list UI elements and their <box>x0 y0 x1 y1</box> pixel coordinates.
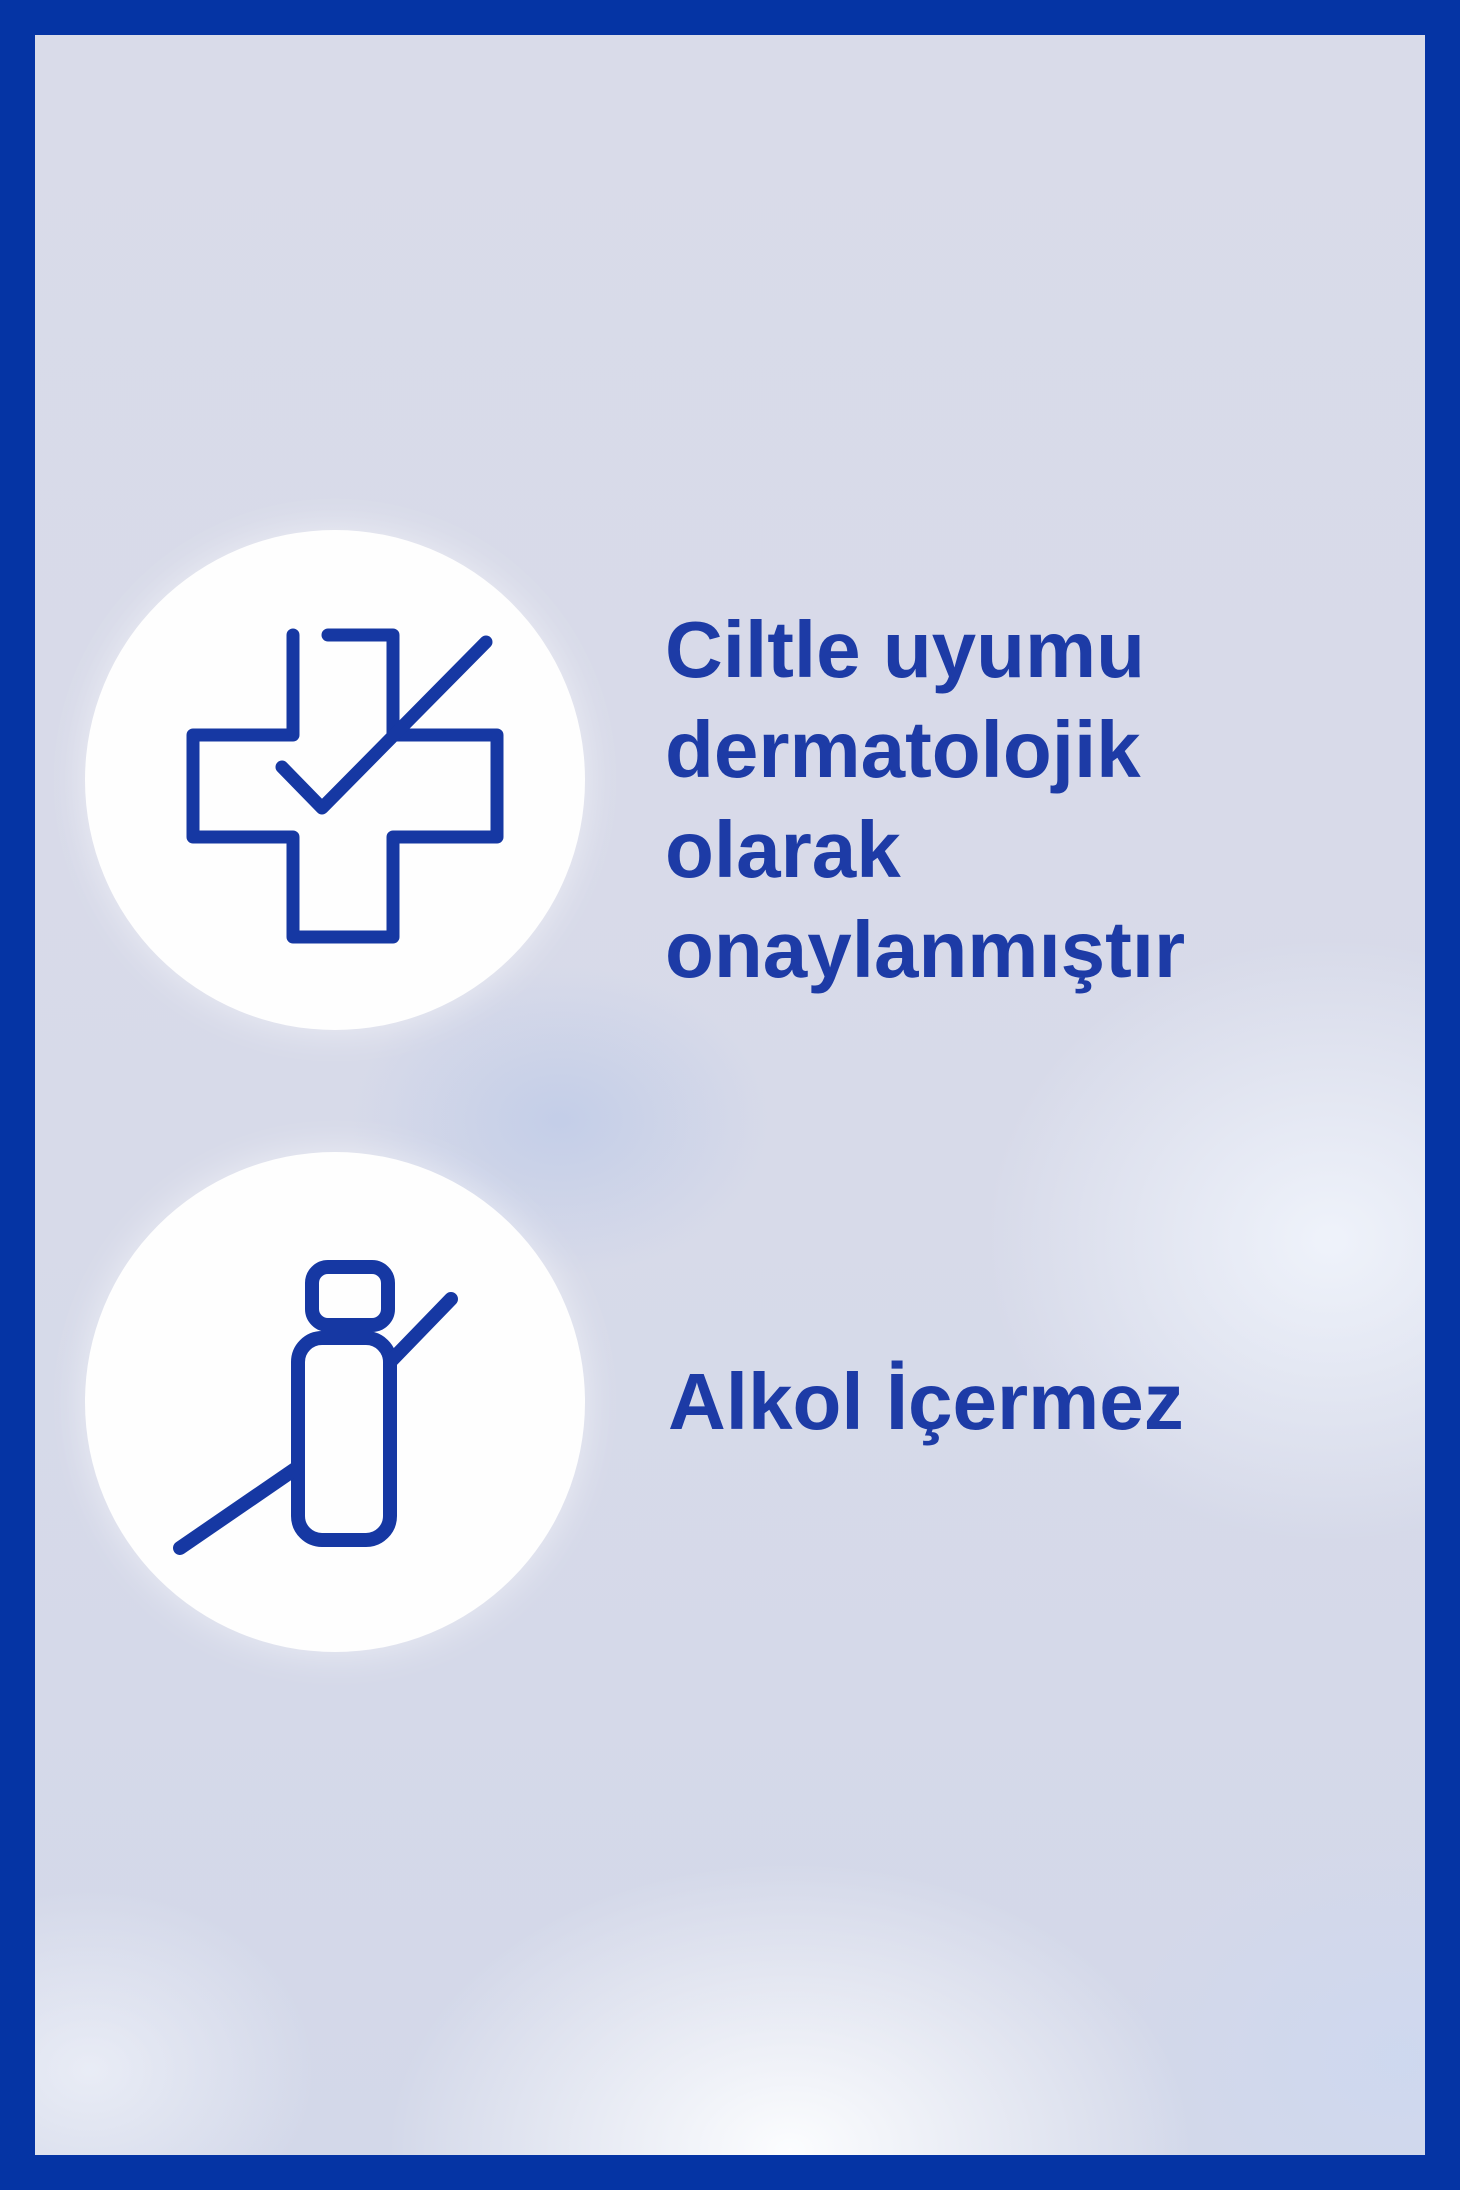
caption-line: olarak <box>665 805 901 894</box>
caption-line: Ciltle uyumu <box>665 605 1146 694</box>
caption-line: onaylanmıştır <box>665 905 1186 994</box>
alcohol-free-caption <box>668 1352 1184 1452</box>
caption-line: Alkol İçermez <box>668 1357 1184 1446</box>
dermatologically-approved-badge <box>85 530 585 1030</box>
dermatologically-approved-caption <box>665 600 1185 1000</box>
bottle-slash-icon <box>85 1152 585 1652</box>
caption-line: dermatolojik <box>665 705 1141 794</box>
alcohol-free-badge <box>85 1152 585 1652</box>
poster-background <box>35 35 1425 2155</box>
medical-cross-check-icon <box>85 530 585 1030</box>
